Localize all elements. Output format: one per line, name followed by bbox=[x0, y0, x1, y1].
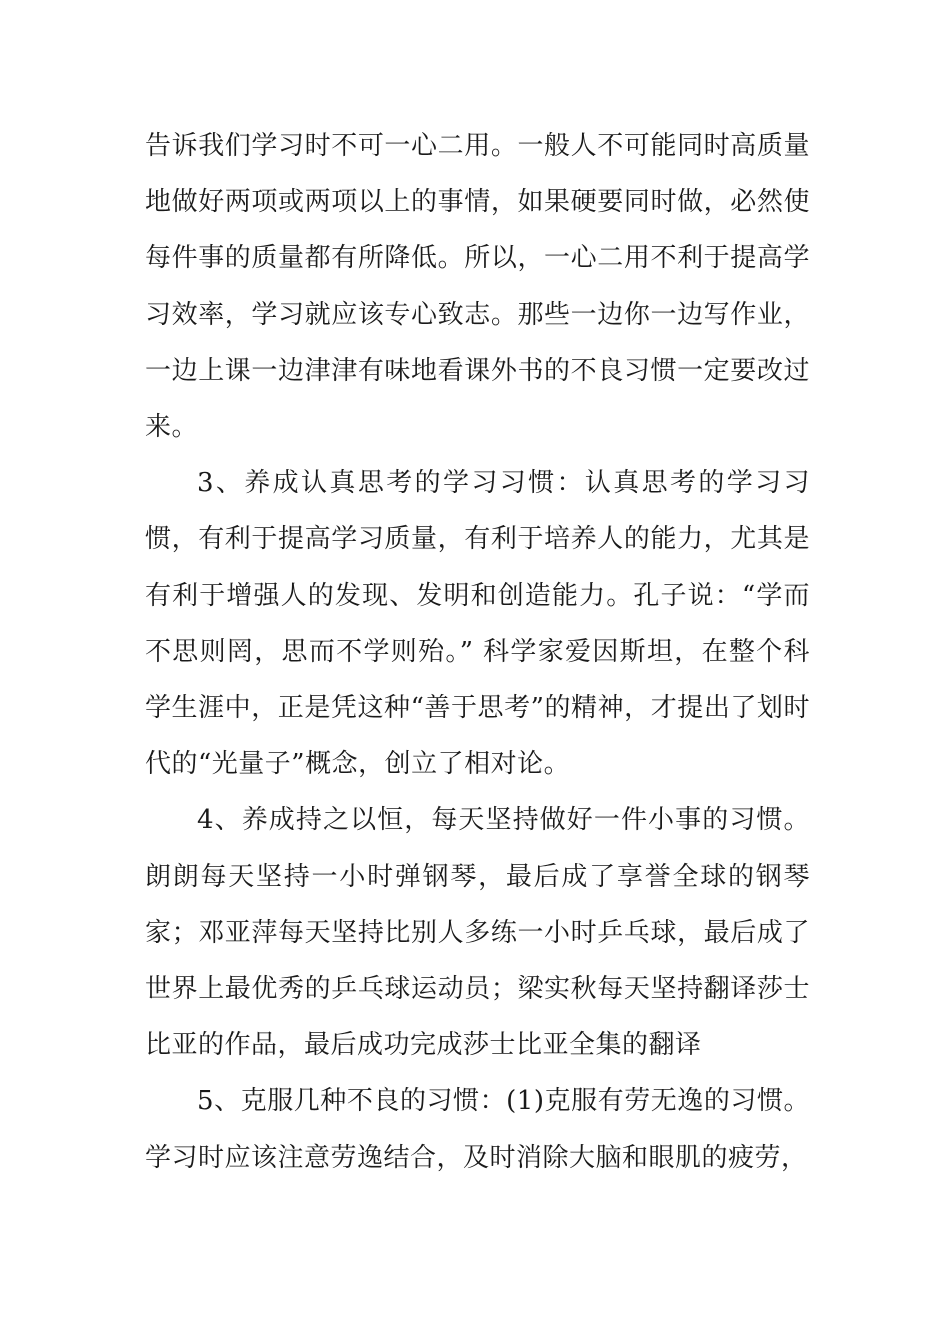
paragraph-item-5: 5、克服几种不良的习惯：(1)克服有劳无逸的习惯。学习时应该注意劳逸结合，及时消除大脑和眼肌的疲劳， bbox=[145, 1086, 810, 1173]
paragraph-item-3: 3、养成认真思考的学习习惯：认真思考的学习习惯，有利于提高学习质量，有利于培养人的能力，尤其是有利于增强人的发现、发明和创造能力。孔子说：“学而不思则罔，思而不学则殆。” 科学家爱因斯坦，在整个科学生涯中，正是凭这种“善于思考”的精神，才提出了划时代的“光量子”概念，创立了相对论。 bbox=[145, 468, 810, 780]
paragraph-continuation: 告诉我们学习时不可一心二用。一般人不可能同时高质量地做好两项或两项以上的事情，如果硬要同时做，必然使每件事的质量都有所降低。所以，一心二用不利于提高学习效率，学习就应该专心致志。那些一边你一边写作业，一边上课一边津津有味地看课外书的不良习惯一定要改过来。 bbox=[145, 131, 810, 443]
paragraph-item-4: 4、养成持之以恒，每天坚持做好一件小事的习惯。朗朗每天坚持一小时弹钢琴，最后成了享誉全球的钢琴家；邓亚萍每天坚持比别人多练一小时乒乓球，最后成了世界上最优秀的乒乓球运动员；梁实秋每天坚持翻译莎士比亚的作品，最后成功完成莎士比亚全集的翻译 bbox=[145, 805, 810, 1061]
document-body bbox=[145, 118, 810, 1186]
